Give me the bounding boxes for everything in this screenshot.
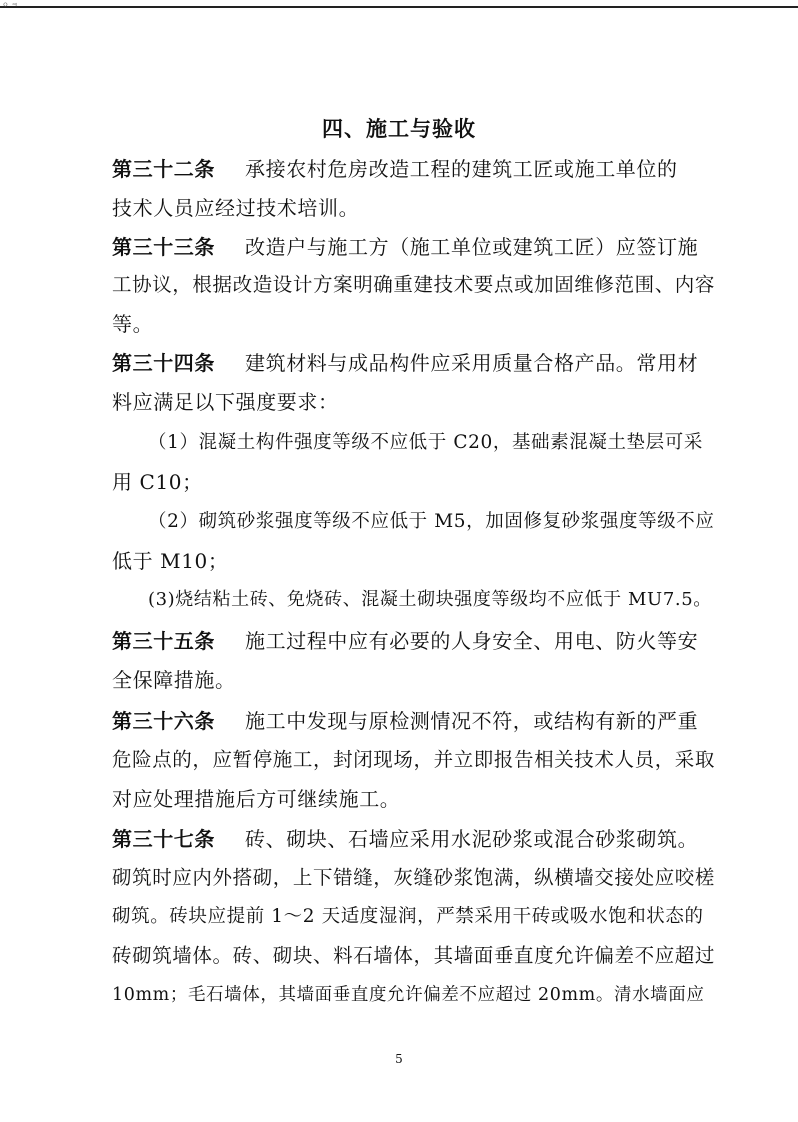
article-35-line-2: 全保障措施。 — [112, 668, 236, 692]
article-33-label: 第三十三条 — [112, 235, 215, 259]
item-3-line-1: (3)烧结粘土砖、免烧砖、混凝土砌块强度等级均不应低于 MU7.5。 — [148, 589, 712, 610]
article-32-text-1: 承接农村危房改造工程的建筑工匠或施工单位的 — [245, 157, 678, 181]
scan-corner-mark: ㅇ ㅋ — [2, 1, 18, 9]
article-37-line-1 — [112, 827, 698, 851]
article-32-line-1 — [112, 157, 678, 181]
article-36-text-1: 施工中发现与原检测情况不符，或结构有新的严重 — [245, 709, 699, 733]
article-37-line-5: 10mm；毛石墙体，其墙面垂直度允许偏差不应超过 20mm。清水墙面应 — [112, 985, 705, 1005]
article-36-line-2: 危险点的，应暂停施工，封闭现场，并立即报告相关技术人员，采取 — [112, 748, 716, 771]
article-32-label: 第三十二条 — [112, 157, 215, 181]
article-33-text-1: 改造户与施工方（施工单位或建筑工匠）应签订施 — [245, 235, 699, 259]
item-1-line-2: 用 C10； — [112, 470, 203, 494]
article-34-text-1: 建筑材料与成品构件应采用质量合格产品。常用材 — [245, 351, 699, 375]
article-37-line-3: 砌筑。砖块应提前 1～2 天适度湿润，严禁采用干砖或吸水饱和状态的 — [112, 906, 704, 927]
article-37-label: 第三十七条 — [112, 827, 215, 851]
article-33-line-3: 等。 — [112, 312, 154, 336]
article-36-label: 第三十六条 — [112, 709, 215, 733]
item-2-line-2: 低于 M10； — [112, 549, 229, 573]
page-number: 5 — [395, 1052, 403, 1066]
item-1-line-1: （1）混凝土构件强度等级不应低于 C20，基础素混凝土垫层可采 — [148, 432, 703, 453]
article-35-label: 第三十五条 — [112, 629, 215, 653]
article-33-line-2: 工协议，根据改造设计方案明确重建技术要点或加固维修范围、内容 — [112, 273, 716, 296]
article-36-line-1 — [112, 709, 698, 733]
scan-top-border — [0, 6, 798, 8]
article-33-line-1 — [112, 235, 698, 259]
article-36-line-3: 对应处理措施后方可继续施工。 — [112, 787, 401, 811]
article-37-text-1: 砖、砌块、石墙应采用水泥砂浆或混合砂浆砌筑。 — [245, 827, 699, 851]
item-2-line-1: （2）砌筑砂浆强度等级不应低于 M5，加固修复砂浆强度等级不应 — [148, 511, 715, 532]
article-35-text-1: 施工过程中应有必要的人身安全、用电、防火等安 — [245, 629, 699, 653]
article-32-line-2: 技术人员应经过技术培训。 — [112, 196, 360, 220]
article-34-line-1 — [112, 351, 698, 375]
article-34-line-2: 料应满足以下强度要求： — [112, 390, 339, 414]
article-34-label: 第三十四条 — [112, 351, 215, 375]
article-37-line-2: 砌筑时应内外搭砌，上下错缝，灰缝砂浆饱满，纵横墙交接处应咬槎 — [112, 866, 716, 889]
article-35-line-1 — [112, 629, 698, 653]
article-37-line-4: 砖砌筑墙体。砖、砌块、料石墙体，其墙面垂直度允许偏差不应超过 — [112, 944, 716, 967]
section-title: 四、施工与验收 — [322, 117, 476, 141]
